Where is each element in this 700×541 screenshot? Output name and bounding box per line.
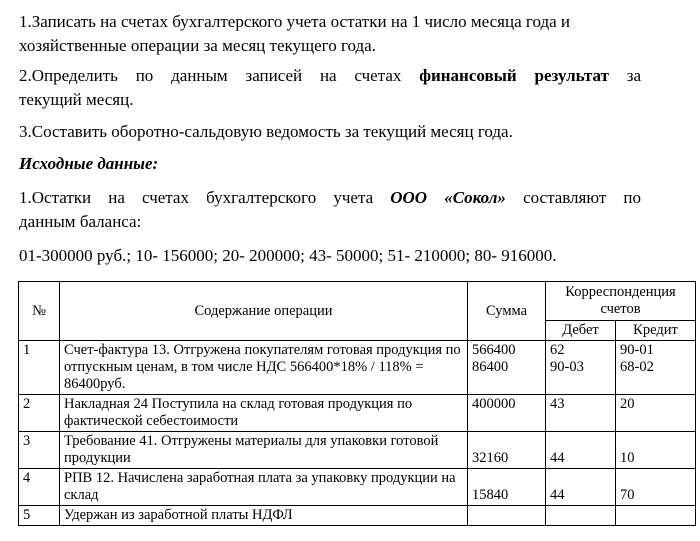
balances-intro <box>19 186 641 210</box>
cell-credit: 70 <box>616 469 696 506</box>
table-row <box>19 506 696 526</box>
header-correspondence: Корреспонденция счетов <box>546 282 696 321</box>
task-2-bold: финансовый результат <box>419 66 609 85</box>
cell-num: 1 <box>19 341 60 395</box>
cell-num: 3 <box>19 432 60 469</box>
cell-sum: 400000 <box>468 395 546 432</box>
cell-sum: 566400 86400 <box>468 341 546 395</box>
table-row <box>19 395 696 432</box>
cell-credit: 10 <box>616 432 696 469</box>
task-2-text: 2.Определить по данным записей на счетах <box>19 66 402 85</box>
cell-debit <box>546 506 616 526</box>
cell-content: РПВ 12. Начислена заработная плата за упаковку продукции на склад <box>60 469 468 506</box>
initial-data-heading: Исходные данные: <box>19 154 159 173</box>
table-row <box>19 469 696 506</box>
task-2-text-end: за <box>626 66 642 85</box>
cell-debit: 44 <box>546 469 616 506</box>
cell-content: Счет-фактура 13. Отгружена покупателям готовая продукция по отпускным ценам, в том числе НДС 566400*18% / 118% = 86400руб. <box>60 341 468 395</box>
header-num: № <box>19 282 60 341</box>
task-2-line-2: текущий месяц. <box>19 90 134 109</box>
company-name: ООО «Сокол» <box>390 188 506 207</box>
header-content: Содержание операции <box>60 282 468 341</box>
table-row <box>19 432 696 469</box>
cell-content: Требование 41. Отгружены материалы для упаковки готовой продукции <box>60 432 468 469</box>
cell-content: Накладная 24 Поступила на склад готовая продукция по фактической себестоимости <box>60 395 468 432</box>
cell-debit: 44 <box>546 432 616 469</box>
header-credit: Кредит <box>616 321 696 341</box>
balances-intro-text: 1.Остатки на счетах бухгалтерского учета <box>19 188 374 207</box>
task-1: 1.Записать на счетах бухгалтерского учета остатки на 1 число месяца года и хозяйственные операции за месяц текущего года. <box>19 12 570 55</box>
task-3: 3.Составить оборотно-сальдовую ведомость за текущий месяц года. <box>19 122 513 141</box>
cell-content: Удержан из заработной платы НДФЛ <box>60 506 468 526</box>
cell-credit: 90-01 68-02 <box>616 341 696 395</box>
balances-list: 01-300000 руб.; 10- 156000; 20- 200000; 43- 50000; 51- 210000; 80- 916000. <box>19 246 557 265</box>
cell-credit: 20 <box>616 395 696 432</box>
cell-sum: 32160 <box>468 432 546 469</box>
task-2 <box>19 64 641 88</box>
cell-debit: 43 <box>546 395 616 432</box>
cell-num: 5 <box>19 506 60 526</box>
cell-num: 4 <box>19 469 60 506</box>
operations-table <box>18 281 696 526</box>
header-debit: Дебет <box>546 321 616 341</box>
table-row <box>19 341 696 395</box>
cell-sum: 15840 <box>468 469 546 506</box>
balances-intro-line-2: данным баланса: <box>19 212 142 231</box>
cell-sum <box>468 506 546 526</box>
cell-debit: 62 90-03 <box>546 341 616 395</box>
cell-num: 2 <box>19 395 60 432</box>
balances-intro-text-end: составляют по <box>523 188 641 207</box>
header-sum: Сумма <box>468 282 546 341</box>
cell-credit <box>616 506 696 526</box>
operations-table-body <box>19 341 696 526</box>
